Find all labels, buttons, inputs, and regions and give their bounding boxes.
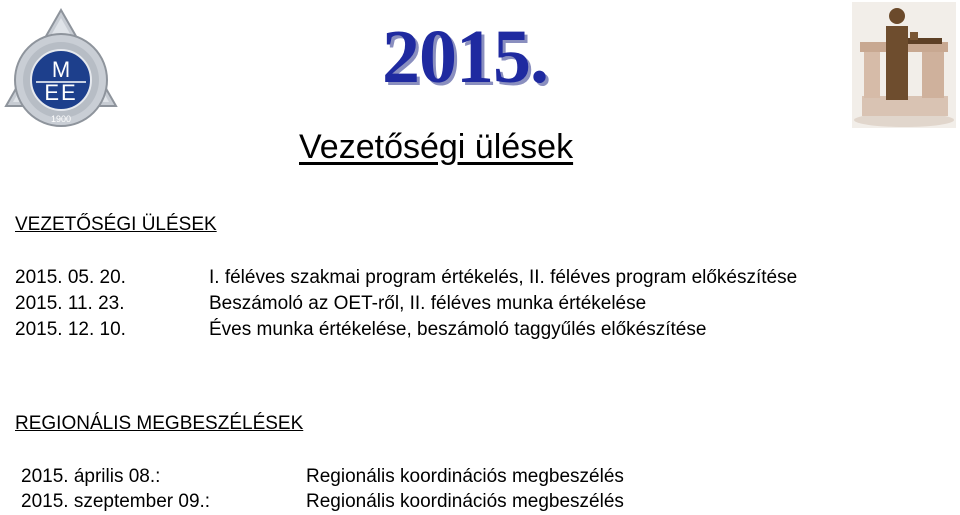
meeting-date: 2015. szeptember 09.: — [21, 491, 211, 512]
logo-letters-ee: EE — [44, 80, 78, 105]
page-subtitle: Vezetőségi ülések — [299, 128, 574, 166]
meeting-description: I. féléves szakmai program értékelés, II. féléves program előkészítése — [209, 267, 798, 288]
regional-meetings-title: REGIONÁLIS MEGBESZÉLÉSEK — [15, 413, 304, 434]
mee-logo — [2, 8, 120, 130]
meeting-date: 2015. 05. 20. — [15, 267, 126, 288]
logo-letter-m: M — [51, 57, 71, 82]
meeting-date: 2015. 12. 10. — [15, 319, 126, 340]
meeting-description: Regionális koordinációs megbeszélés — [306, 491, 624, 512]
meeting-date: 2015. április 08.: — [21, 466, 161, 487]
board-meetings-title: VEZETŐSÉGI ÜLÉSEK — [15, 214, 217, 235]
meeting-description: Éves munka értékelése, beszámoló taggyűlés előkészítése — [209, 319, 707, 340]
meeting-description: Beszámoló az OET-ről, II. féléves munka értékelése — [209, 293, 647, 314]
meeting-date: 2015. 11. 23. — [15, 293, 125, 314]
statue-photo — [852, 2, 956, 128]
year-heading: 2015. — [382, 15, 548, 99]
logo-year: 1900 — [50, 114, 72, 124]
meeting-description: Regionális koordinációs megbeszélés — [306, 466, 624, 487]
